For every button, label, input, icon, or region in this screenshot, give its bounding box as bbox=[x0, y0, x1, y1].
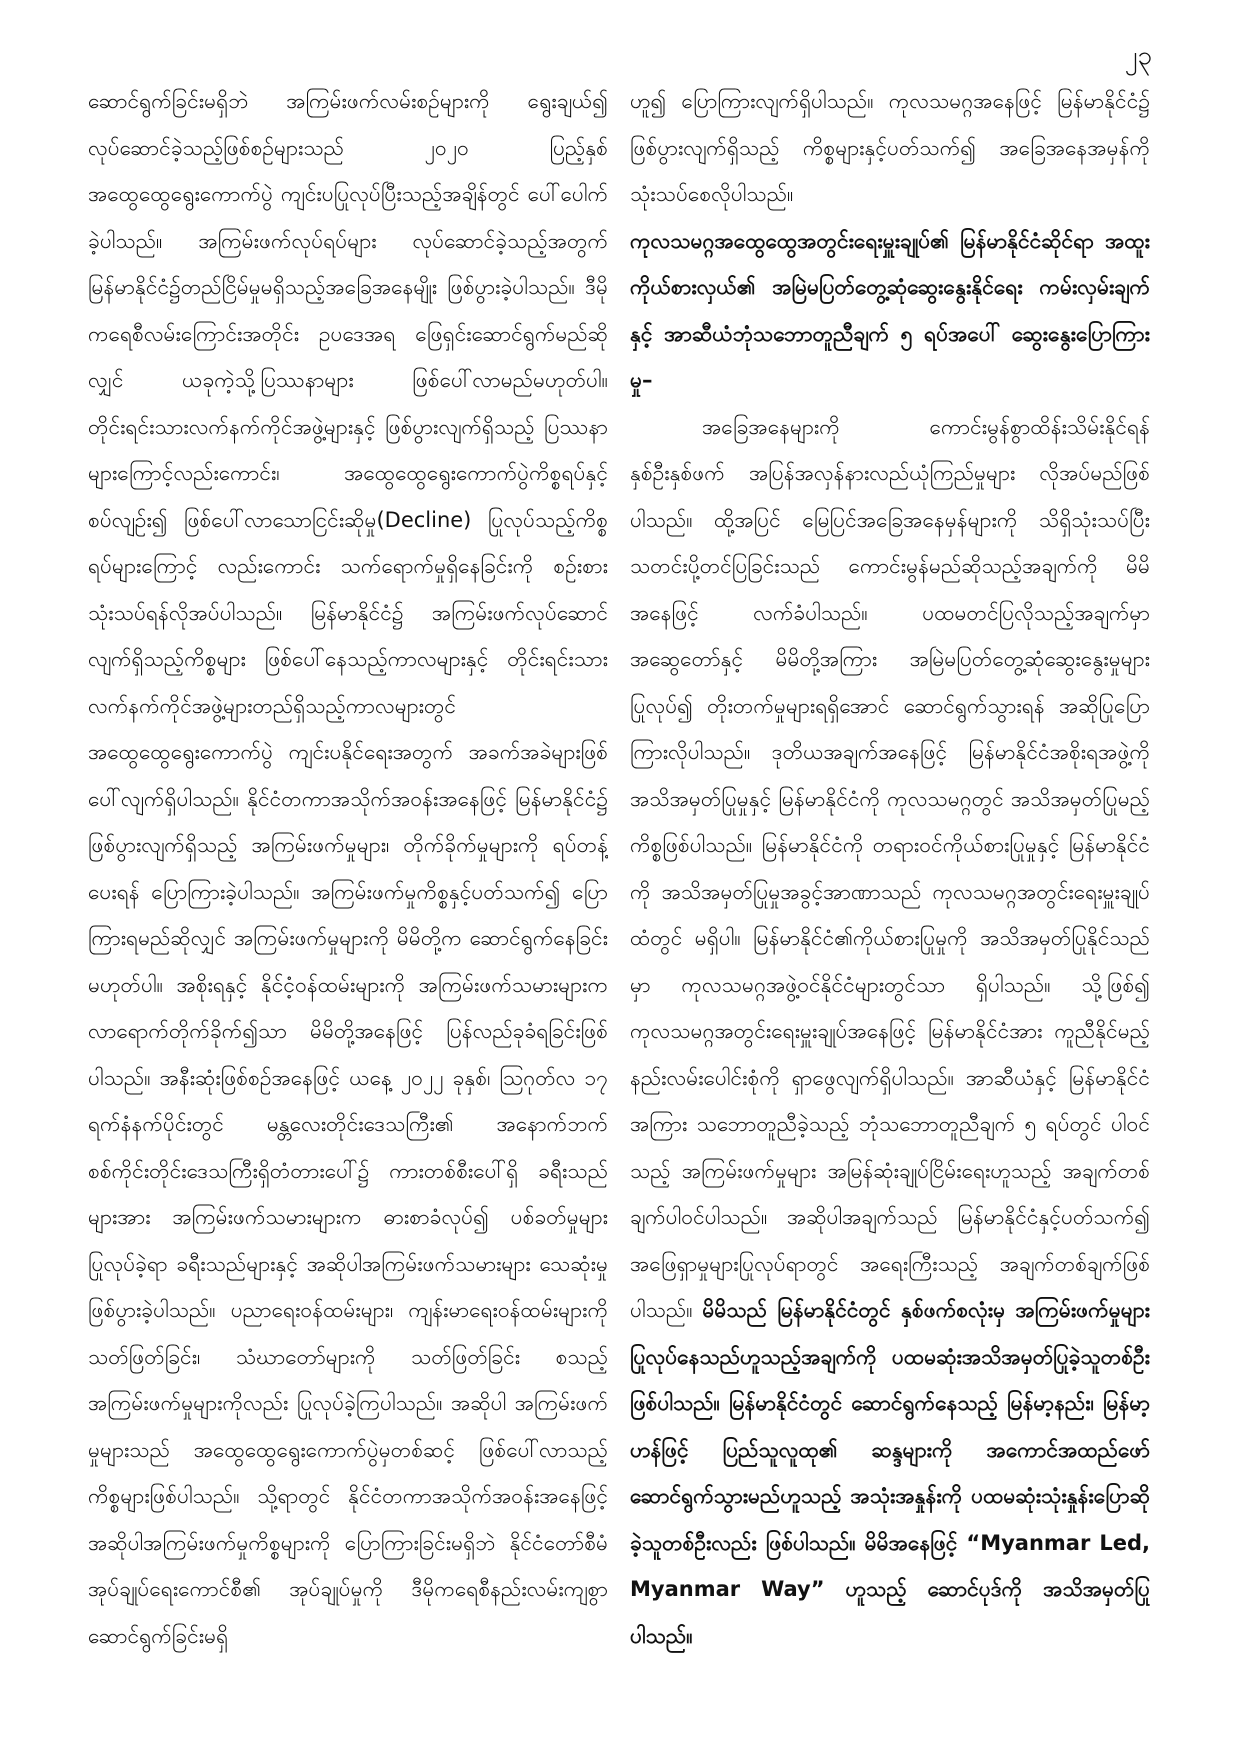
right-paragraph-2 bbox=[630, 404, 1150, 1660]
section-heading: ကုလသမဂ္ဂအထွေထွေအတွင်းရေးမှူးချုပ်၏ မြန်မာနိုင်ငံဆိုင်ရာ အထူးကိုယ်စားလှယ်၏ အမြဲမပြတ်တွေ့ဆုံဆွေးနွေးနိုင်ရေး ကမ်းလှမ်းချက်နှင့် အာဆီယံဘုံသဘောတူညီချက် ၅ ရပ်အပေါ် ဆွေးနွေးပြောကြားမှု– bbox=[630, 228, 1150, 392]
right-paragraph-2-bold: မိမိသည် မြန်မာနိုင်ငံတွင် နှစ်ဖက်စလုံးမှ အကြမ်းဖက်မှုများ ပြုလုပ်နေသည်ဟူသည့်အချက်ကို ပထမဆုံးအသိအမှတ်ပြုခဲ့သူတစ်ဦးဖြစ်ပါသည်။ မြန်မာနိုင်ငံတွင် ဆောင်ရွက်နေသည့် မြန်မာ့နည်း၊ မြန်မာ့ဟန်ဖြင့် ပြည်သူလူထု၏ ဆန္ဒများကို အကောင်အထည်ဖော် ဆောင်ရွက်သွားမည်ဟူသည့် အသုံးအနှုန်းကို ပထမဆုံးသုံးနှုန်းပြောဆိုခဲ့သူတစ်ဦးလည်း ဖြစ်ပါသည်။ မိမိအနေဖြင့် “Myanmar Led, Myanmar Way” ဟူသည့် ဆောင်ပုဒ်ကို အသိအမှတ်ပြုပါသည်။ bbox=[630, 1298, 1150, 1648]
left-column bbox=[88, 78, 608, 1718]
right-paragraph-2-text: အခြေအနေများကို ကောင်းမွန်စွာထိန်းသိမ်းနိုင်ရန် နှစ်ဦးနှစ်ဖက် အပြန်အလှန်နားလည်ယုံကြည်မှုများ လိုအပ်မည်ဖြစ်ပါသည်။ ထို့အပြင် မြေပြင်အခြေအနေမှန်များကို သိရှိသုံးသပ်ပြီး သတင်းပို့တင်ပြခြင်းသည် ကောင်းမွန်မည်ဆိုသည့်အချက်ကို မိမိအနေဖြင့် လက်ခံပါသည်။ ပထမတင်ပြလိုသည့်အချက်မှာ အဆွေတော်နှင့် မိမိတို့အကြား အမြဲမပြတ်တွေ့ဆုံဆွေးနွေးမှုများ ပြုလုပ်၍ တိုးတက်မှုများရရှိအောင် ဆောင်ရွက်သွားရန် အဆိုပြုပြောကြားလိုပါသည်။ ဒုတိယအချက်အနေဖြင့် မြန်မာနိုင်ငံအစိုးရအဖွဲ့ကို အသိအမှတ်ပြုမှုနှင့် မြန်မာနိုင်ငံကို ကုလသမဂ္ဂတွင် အသိအမှတ်ပြုမည့်ကိစ္စဖြစ်ပါသည်။ မြန်မာနိုင်ငံကို တရားဝင်ကိုယ်စားပြုမှုနှင့် မြန်မာနိုင်ငံကို အသိအမှတ်ပြုမှုအခွင့်အာဏာသည် ကုလသမဂ္ဂအတွင်းရေးမှူးချုပ်ထံတွင် မရှိပါ။ မြန်မာနိုင်ငံ၏ကိုယ်စားပြုမှုကို အသိအမှတ်ပြုနိုင်သည်မှာ ကုလသမဂ္ဂအဖွဲ့ဝင်နိုင်ငံများတွင်သာ ရှိပါသည်။ သို့ဖြစ်၍ ကုလသမဂ္ဂအတွင်းရေးမှူးချုပ်အနေဖြင့် မြန်မာနိုင်ငံအား ကူညီနိုင်မည့်နည်းလမ်းပေါင်းစုံကို ရှာဖွေလျက်ရှိပါသည်။ အာဆီယံနှင့် မြန်မာနိုင်ငံအကြား သဘောတူညီခဲ့သည့် ဘုံသဘောတူညီချက် ၅ ရပ်တွင် ပါဝင်သည့် အကြမ်းဖက်မှုများ အမြန်ဆုံးချုပ်ငြိမ်းရေးဟူသည့် အချက်တစ်ချက်ပါဝင်ပါသည်။ အဆိုပါအချက်သည် မြန်မာနိုင်ငံနှင့်ပတ်သက်၍ အဖြေရှာမှုများပြုလုပ်ရာတွင် အရေးကြီးသည့် အချက်တစ်ချက်ဖြစ်ပါသည်။ bbox=[630, 414, 1150, 1322]
left-paragraph-1: ဆောင်ရွက်ခြင်းမရှိဘဲ အကြမ်းဖက်လမ်းစဉ်များကို ရွေးချယ်၍ လုပ်ဆောင်ခဲ့သည့်ဖြစ်စဉ်များသည် ၂၀၂၀ ပြည့်နှစ် အထွေထွေရွေးကောက်ပွဲ ကျင်းပပြုလုပ်ပြီးသည့်အချိန်တွင် ပေါ်ပေါက်ခဲ့ပါသည်။ အကြမ်းဖက်လုပ်ရပ်များ လုပ်ဆောင်ခဲ့သည့်အတွက် မြန်မာနိုင်ငံ၌တည်ငြိမ်မှုမရှိသည့်အခြေအနေမျိုး ဖြစ်ပွားခဲ့ပါသည်။ ဒီမိုကရေစီလမ်းကြောင်းအတိုင်း ဥပဒေအရ ဖြေရှင်းဆောင်ရွက်မည်ဆိုလျှင် ယခုကဲ့သို့ပြဿနာများ ဖြစ်ပေါ်လာမည်မဟုတ်ပါ။ တိုင်းရင်းသားလက်နက်ကိုင်အဖွဲ့များနှင့် ဖြစ်ပွားလျက်ရှိသည့် ပြဿနာများကြောင့်လည်းကောင်း၊ အထွေထွေရွေးကောက်ပွဲကိစ္စရပ်နှင့်စပ်လျဉ်း၍ ဖြစ်ပေါ်လာသောငြင်းဆိုမှု(Decline) ပြုလုပ်သည့်ကိစ္စရပ်များကြောင့် လည်းကောင်း သက်ရောက်မှုရှိနေခြင်းကို စဉ်းစားသုံးသပ်ရန်လိုအပ်ပါသည်။ မြန်မာနိုင်ငံ၌ အကြမ်းဖက်လုပ်ဆောင်လျက်ရှိသည့်ကိစ္စများ ဖြစ်ပေါ်နေသည့်ကာလများနှင့် တိုင်းရင်းသားလက်နက်ကိုင်အဖွဲ့များတည်ရှိသည့်ကာလများတွင် အထွေထွေရွေးကောက်ပွဲ ကျင်းပနိုင်ရေးအတွက် အခက်အခဲများဖြစ်ပေါ်လျက်ရှိပါသည်။ နိုင်ငံတကာအသိုက်အဝန်းအနေဖြင့် မြန်မာနိုင်ငံ၌ ဖြစ်ပွားလျက်ရှိသည့် အကြမ်းဖက်မှုများ၊ တိုက်ခိုက်မှုများကို ရပ်တန့်ပေးရန် ပြောကြားခဲ့ပါသည်။ အကြမ်းဖက်မှုကိစ္စနှင့်ပတ်သက်၍ ပြောကြားရမည်ဆိုလျှင် အကြမ်းဖက်မှုများကို မိမိတို့က ဆောင်ရွက်နေခြင်းမဟုတ်ပါ။ အစိုးရနှင့် နိုင်ငံ့ဝန်ထမ်းများကို အကြမ်းဖက်သမားများက လာရောက်တိုက်ခိုက်၍သာ မိမိတို့အနေဖြင့် ပြန်လည်ခုခံရခြင်းဖြစ်ပါသည်။ အနီးဆုံးဖြစ်စဉ်အနေဖြင့် ယနေ့ ၂၀၂၂ ခုနှစ်၊ ဩဂုတ်လ ၁၇ ရက်နံနက်ပိုင်းတွင် မန္တလေးတိုင်းဒေသကြီး၏ အနောက်ဘက် စစ်ကိုင်းတိုင်းဒေသကြီးရှိတံတားပေါ်၌ ကားတစ်စီးပေါ်ရှိ ခရီးသည်များအား အကြမ်းဖက်သမားများက ဓားစာခံလုပ်၍ ပစ်ခတ်မှုများ ပြုလုပ်ခဲ့ရာ ခရီးသည်များနှင့် အဆိုပါအကြမ်းဖက်သမားများ သေဆုံးမှုဖြစ်ပွားခဲ့ပါသည်။ ပညာရေးဝန်ထမ်းများ၊ ကျန်းမာရေးဝန်ထမ်းများကို သတ်ဖြတ်ခြင်း၊ သံဃာတော်များကို သတ်ဖြတ်ခြင်း စသည့် အကြမ်းဖက်မှုများကိုလည်း ပြုလုပ်ခဲ့ကြပါသည်။ အဆိုပါ အကြမ်းဖက်မှုများသည် အထွေထွေရွေးကောက်ပွဲမှတစ်ဆင့် ဖြစ်ပေါ်လာသည့် ကိစ္စများဖြစ်ပါသည်။ သို့ရာတွင် နိုင်ငံတကာအသိုက်အဝန်းအနေဖြင့် အဆိုပါအကြမ်းဖက်မှုကိစ္စများကို ပြောကြားခြင်းမရှိဘဲ နိုင်ငံတော်စီမံအုပ်ချုပ်ရေးကောင်စီ၏ အုပ်ချုပ်မှုကို ဒီမိုကရေစီနည်းလမ်းကျစွာ ဆောင်ရွက်ခြင်းမရှိ bbox=[88, 89, 608, 1648]
right-column bbox=[630, 78, 1150, 1718]
page-number: ၂၃ bbox=[1124, 41, 1152, 71]
right-paragraph-1: ဟူ၍ ပြောကြားလျက်ရှိပါသည်။ ကုလသမဂ္ဂအနေဖြင့် မြန်မာနိုင်ငံ၌ ဖြစ်ပွားလျက်ရှိသည့် ကိစ္စများနှင့်ပတ်သက်၍ အခြေအနေအမှန်ကို သုံးသပ်စေလိုပါသည်။ bbox=[630, 89, 1150, 206]
